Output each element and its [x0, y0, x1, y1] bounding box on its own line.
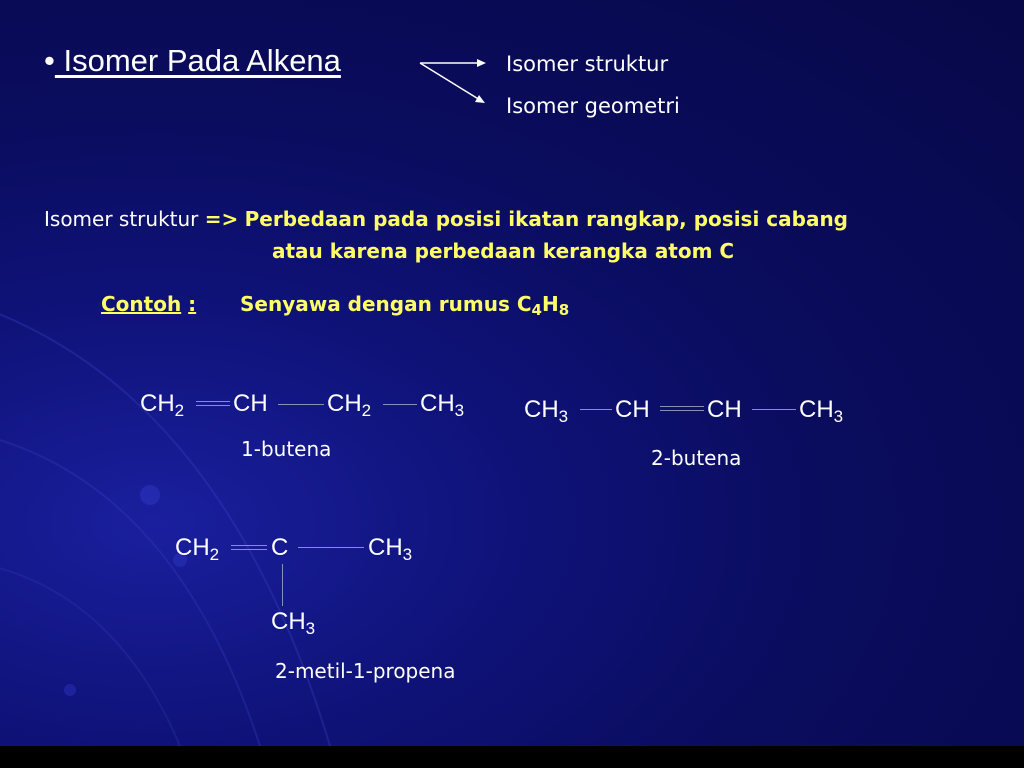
example-text: Senyawa dengan rumus C — [240, 292, 532, 316]
atom-ch2: $CH_2$ — [140, 390, 185, 420]
single-bond — [580, 409, 612, 410]
atom-ch: CH — [615, 396, 650, 423]
vertical-bond — [282, 564, 283, 606]
decor-dot-1 — [140, 485, 160, 505]
double-bond — [231, 545, 267, 550]
single-bond — [298, 547, 364, 548]
slide-title — [44, 43, 341, 79]
atom-ch2: $CH_2$ — [327, 390, 372, 420]
example-label: Contoh — [101, 292, 182, 316]
example-h: H — [541, 292, 559, 316]
double-bond — [196, 401, 230, 406]
atom-ch3-branch: $CH_3$ — [271, 608, 316, 638]
example-formula-text — [240, 292, 569, 319]
title-bullet: • — [44, 43, 55, 78]
compound-name: 2-metil-1-propena — [275, 659, 456, 683]
arrowhead-struktur — [477, 59, 486, 67]
double-bond — [660, 406, 704, 411]
atom-c: C — [271, 534, 289, 561]
atom-ch3: $CH_3$ — [799, 396, 844, 426]
definition-text-1: Perbedaan pada posisi ikatan rangkap, posisi cabang — [244, 207, 848, 231]
compound-name: 1-butena — [241, 437, 332, 461]
definition-text-2: atau karena perbedaan kerangka atom C — [272, 239, 735, 263]
definition-term: Isomer struktur — [44, 207, 199, 231]
bottom-bar — [0, 746, 1024, 768]
decor-dot-3 — [64, 684, 76, 696]
single-bond — [278, 404, 324, 405]
arrowhead-geometri — [475, 95, 485, 103]
atom-ch: CH — [233, 390, 268, 417]
title-text: Isomer Pada Alkena — [54, 43, 341, 78]
single-bond — [383, 404, 417, 405]
decor-arc-2 — [0, 430, 260, 746]
example-sub-c: 4 — [531, 301, 542, 319]
compound-name: 2-butena — [651, 446, 742, 470]
branch-isomer-struktur: Isomer struktur — [506, 52, 669, 76]
atom-ch: CH — [707, 396, 742, 423]
definition-line-1 — [44, 207, 848, 231]
atom-ch3: $CH_3$ — [368, 534, 413, 564]
example-colon: : — [188, 292, 197, 316]
definition-arrow: => — [204, 207, 239, 231]
single-bond — [752, 409, 796, 410]
atom-ch3: $CH_3$ — [524, 396, 569, 426]
example-sub-h: 8 — [558, 301, 570, 319]
arrow-to-isomer-geometri — [420, 63, 480, 100]
decor-arc-3 — [0, 560, 180, 746]
atom-ch2: $CH_2$ — [175, 534, 220, 564]
branch-isomer-geometri: Isomer geometri — [506, 94, 680, 118]
example-line — [101, 292, 196, 316]
atom-ch3: $CH_3$ — [420, 390, 465, 420]
